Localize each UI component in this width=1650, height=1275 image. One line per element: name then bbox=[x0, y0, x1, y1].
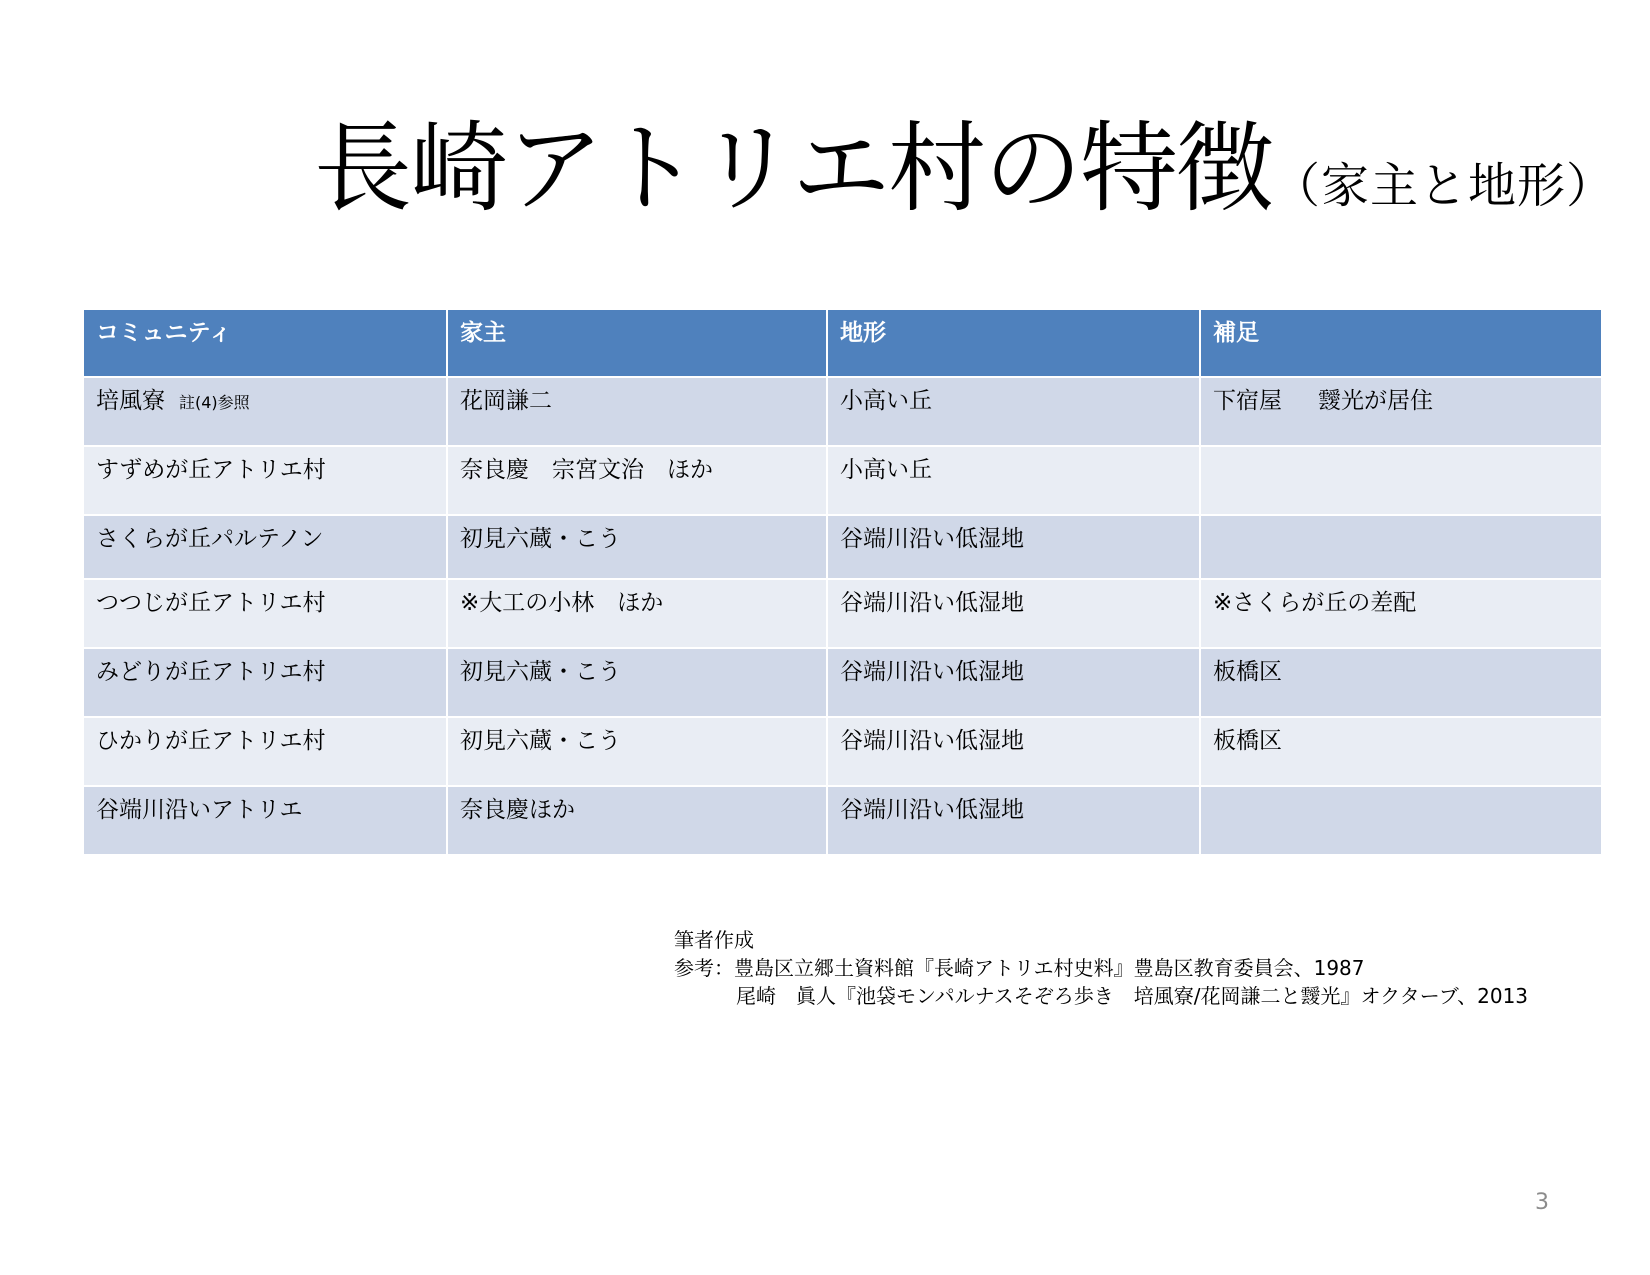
cell-remark bbox=[1200, 377, 1602, 446]
column-header-community: コミュニティ bbox=[83, 309, 447, 377]
cell-terrain: 小高い丘 bbox=[827, 446, 1200, 515]
remark-extra: 靉光が居住 bbox=[1318, 388, 1433, 414]
cell-community: 谷端川沿いアトリエ bbox=[83, 786, 447, 855]
cell-terrain: 谷端川沿い低湿地 bbox=[827, 579, 1200, 648]
table-row bbox=[83, 446, 1602, 515]
cell-owner: 初見六蔵・こう bbox=[447, 717, 827, 786]
cell-terrain: 谷端川沿い低湿地 bbox=[827, 515, 1200, 579]
cell-remark bbox=[1200, 446, 1602, 515]
cell-community bbox=[83, 377, 447, 446]
cell-owner: 奈良慶 宗宮文治 ほか bbox=[447, 446, 827, 515]
table-row bbox=[83, 579, 1602, 648]
slide-title-main: 長崎アトリエ村の特徴 bbox=[314, 112, 1273, 226]
credits bbox=[674, 926, 1528, 1010]
credits-author: 筆者作成 bbox=[674, 928, 754, 952]
cell-community: さくらが丘パルテノン bbox=[83, 515, 447, 579]
cell-owner: 奈良慶ほか bbox=[447, 786, 827, 855]
credits-reference-2: 尾崎 眞人『池袋モンパルナスそぞろ歩き 培風寮/花岡謙二と靉光』オクターブ、2013 bbox=[736, 984, 1529, 1008]
cell-community: すずめが丘アトリエ村 bbox=[83, 446, 447, 515]
cell-terrain: 谷端川沿い低湿地 bbox=[827, 786, 1200, 855]
cell-remark bbox=[1200, 515, 1602, 579]
cell-terrain: 谷端川沿い低湿地 bbox=[827, 648, 1200, 717]
cell-owner: 花岡謙二 bbox=[447, 377, 827, 446]
cell-owner: 初見六蔵・こう bbox=[447, 515, 827, 579]
page-number: 3 bbox=[1535, 1190, 1549, 1215]
slide-title bbox=[314, 112, 1616, 226]
cell-community: みどりが丘アトリエ村 bbox=[83, 648, 447, 717]
table-header-row bbox=[83, 309, 1602, 377]
table-row bbox=[83, 717, 1602, 786]
remark-text: 下宿屋 bbox=[1213, 388, 1282, 414]
cell-community: ひかりが丘アトリエ村 bbox=[83, 717, 447, 786]
column-header-owner: 家主 bbox=[447, 309, 827, 377]
table-row bbox=[83, 515, 1602, 579]
cell-remark: 板橋区 bbox=[1200, 717, 1602, 786]
column-header-remark: 補足 bbox=[1200, 309, 1602, 377]
community-name: 培風寮 bbox=[96, 388, 165, 414]
cell-remark: 板橋区 bbox=[1200, 648, 1602, 717]
table-row bbox=[83, 648, 1602, 717]
cell-terrain: 小高い丘 bbox=[827, 377, 1200, 446]
cell-community: つつじが丘アトリエ村 bbox=[83, 579, 447, 648]
credits-reference-1: 参考：豊島区立郷土資料館『長崎アトリエ村史料』豊島区教育委員会、1987 bbox=[674, 956, 1365, 980]
community-table bbox=[82, 308, 1603, 856]
community-note: 註(4)参照 bbox=[179, 393, 250, 412]
cell-remark bbox=[1200, 786, 1602, 855]
cell-terrain: 谷端川沿い低湿地 bbox=[827, 717, 1200, 786]
column-header-terrain: 地形 bbox=[827, 309, 1200, 377]
cell-owner: 初見六蔵・こう bbox=[447, 648, 827, 717]
cell-owner: ※大工の小林 ほか bbox=[447, 579, 827, 648]
slide-title-sub: （家主と地形） bbox=[1272, 158, 1616, 214]
cell-remark: ※さくらが丘の差配 bbox=[1200, 579, 1602, 648]
table-row bbox=[83, 786, 1602, 855]
table-row bbox=[83, 377, 1602, 446]
